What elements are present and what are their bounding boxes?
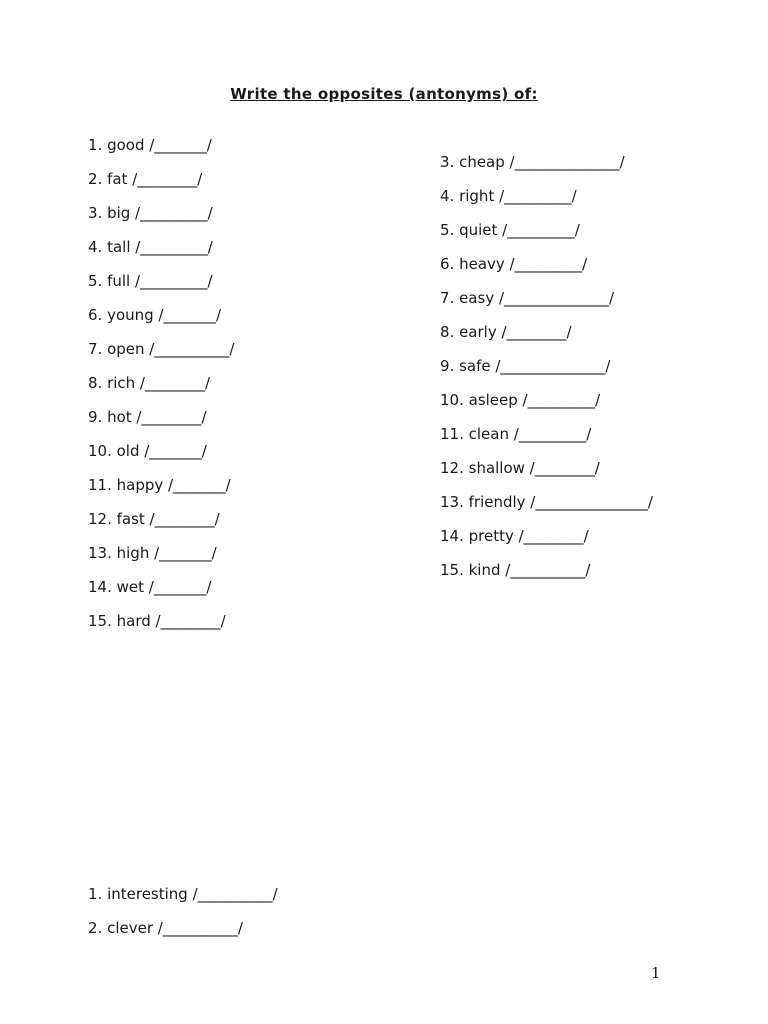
list-item: 2. clever /__________/ <box>88 919 243 937</box>
list-item: 15. hard /________/ <box>88 612 226 630</box>
list-item: 10. old /_______/ <box>88 442 207 460</box>
list-item: 1. good /_______/ <box>88 136 212 154</box>
list-item: 4. tall /_________/ <box>88 238 213 256</box>
page-number: 1 <box>651 964 661 982</box>
list-item: 8. early /________/ <box>440 323 572 341</box>
list-item: 11. clean /_________/ <box>440 425 592 443</box>
list-item: 4. right /_________/ <box>440 187 577 205</box>
list-item: 7. open /__________/ <box>88 340 235 358</box>
list-item: 6. heavy /_________/ <box>440 255 588 273</box>
list-item: 10. asleep /_________/ <box>440 391 601 409</box>
list-item: 14. pretty /________/ <box>440 527 589 545</box>
list-item: 2. fat /________/ <box>88 170 203 188</box>
list-item: 3. cheap /______________/ <box>440 153 625 171</box>
list-item: 13. friendly /_______________/ <box>440 493 653 511</box>
list-item: 15. kind /__________/ <box>440 561 591 579</box>
list-item: 5. full /_________/ <box>88 272 213 290</box>
list-item: 13. high /_______/ <box>88 544 217 562</box>
worksheet-title: Write the opposites (antonyms) of: <box>230 85 538 103</box>
list-item: 5. quiet /_________/ <box>440 221 580 239</box>
list-item: 1. interesting /__________/ <box>88 885 278 903</box>
list-item: 9. hot /________/ <box>88 408 207 426</box>
list-item: 12. shallow /________/ <box>440 459 600 477</box>
list-item: 9. safe /______________/ <box>440 357 611 375</box>
list-item: 11. happy /_______/ <box>88 476 231 494</box>
list-item: 7. easy /______________/ <box>440 289 615 307</box>
list-item: 6. young /_______/ <box>88 306 222 324</box>
list-item: 8. rich /________/ <box>88 374 211 392</box>
list-item: 3. big /_________/ <box>88 204 213 222</box>
list-item: 12. fast /________/ <box>88 510 220 528</box>
list-item: 14. wet /_______/ <box>88 578 212 596</box>
